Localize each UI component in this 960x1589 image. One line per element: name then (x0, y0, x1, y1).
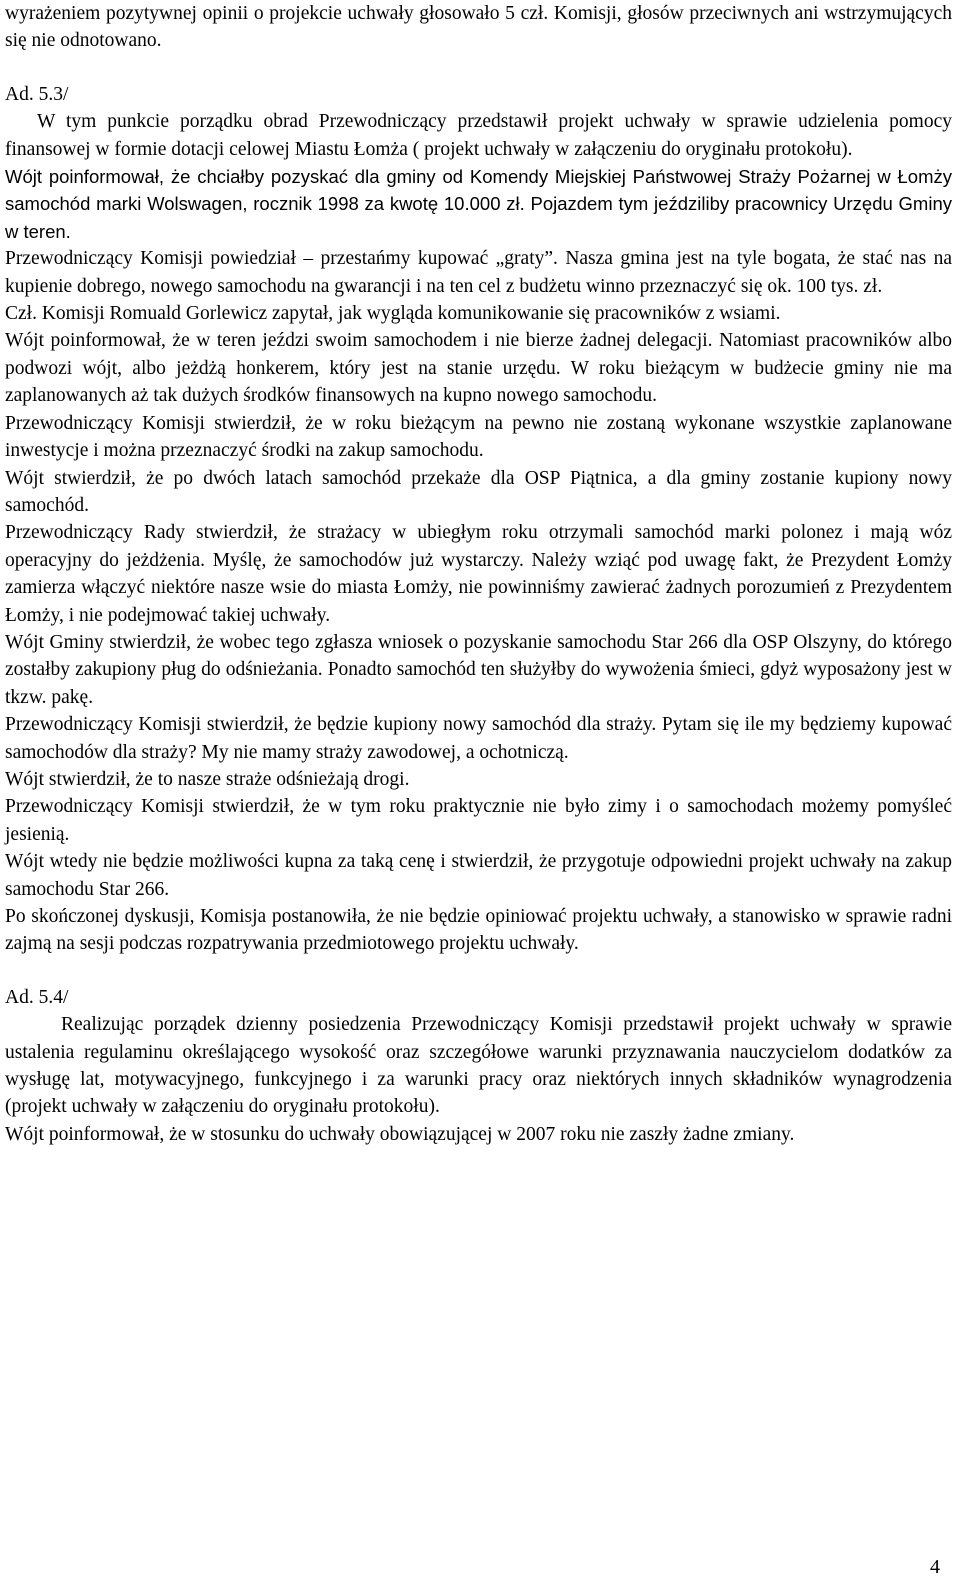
paragraph-chairman-comment: Przewodniczący Komisji powiedział – przestańmy kupować „graty”. Nasza gmina jest na tyle bogata, że stać nas na kupienie dobrego, nowego samochodu na gwarancji i na ten cel z budżetu winno przeznaczyć się ok. 100 tys. zł. (5, 248, 952, 297)
paragraph-teachers-regulation: Realizując porządek dzienny posiedzenia Przewodniczący Komisji przedstawił projekt uchwały w sprawie ustalenia regulaminu określającego wysokość oraz szczegółowe warunki przyznawania nauczycielom dodatków za wysługę lat, motywacyjnego, funkcyjnego i za warunki pracy oraz niektórych innych składników wynagrodzenia (projekt uchwały w załączeniu do oryginału protokołu). (5, 1014, 952, 1118)
paragraph-wojt-resolution: Wójt wtedy nie będzie możliwości kupna za taką cenę i stwierdził, że przygotuje odpowiedni projekt uchwały na zakup samochodu Star 266. (5, 851, 952, 900)
paragraph-wojt-no-changes: Wójt poinformował, że w stosunku do uchwały obowiązującej w 2007 roku nie zaszły żadne zmiany. (5, 1123, 795, 1145)
paragraph-wojt-vehicle: Wójt poinformował, że chciałby pozyskać dla gminy od Komendy Miejskiej Państwowej Straży Pożarnej w Łomży samochód marki Wolswagen, rocznik 1998 za kwotę 10.000 zł. Pojazdem tym jeździliby pracownicy Urzędu Gminy w teren. (5, 166, 952, 242)
paragraph-chairman-investments: Przewodniczący Komisji stwierdził, że w roku bieżącym na pewno nie zostaną wykonane wszystkie zaplanowane inwestycje i można przeznaczyć środki na zakup samochodu. (5, 412, 952, 462)
paragraph-wojt-star266: Wójt Gminy stwierdził, że wobec tego zgłasza wniosek o pozyskanie samochodu Star 266 dla OSP Olszyny, do którego zostałby zakupiony pług do odśnieżania. Ponadto samochód ten służyłby do wywożenia śmieci, gdyż wyposażony jest w tkzw. pakę. (5, 631, 952, 708)
spacer (5, 958, 952, 984)
section-heading-5-3: Ad. 5.3/ (5, 83, 69, 105)
paragraph-vote-result: wyrażeniem pozytywnej opinii o projekcie uchwały głosowało 5 czł. Komisji, głosów przeciwnych ani wstrzymujących się nie odnotowano. (5, 3, 952, 52)
paragraph-wojt-answer: Wójt poinformował, że w teren jeździ swoim samochodem i nie bierze żadnej delegacji. Natomiast pracowników albo podwozi wójt, albo jeżdżą honkerem, który jest na stanie urzędu. W roku bieżącym w budżecie gminy nie ma zaplanowanych aż tak dużych środków finansowych na kupno nowego samochodu. (5, 330, 952, 407)
paragraph-wojt-osp: Wójt stwierdził, że po dwóch latach samochód przekaże dla OSP Piątnica, a dla gminy zostanie kupiony nowy samochód. (5, 467, 952, 516)
section-heading-5-4: Ad. 5.4/ (5, 986, 69, 1008)
spacer (5, 55, 952, 81)
paragraph-member-question: Czł. Komisji Romuald Gorlewicz zapytał, jak wygląda komunikowanie się pracowników z wsiami. (5, 303, 781, 325)
paragraph-committee-decision: Po skończonej dyskusji, Komisja postanowiła, że nie będzie opiniować projektu uchwały, a stanowisko w sprawie radni zajmą na sesji podczas rozpatrywania przedmiotowego projektu uchwały. (5, 906, 952, 955)
paragraph-chairman-fire-brigade: Przewodniczący Komisji stwierdził, że będzie kupiony nowy samochód dla straży. Pytam się ile my będziemy kupować samochodów dla straży? My nie mamy straży zawodowej, a ochotniczą. (5, 714, 952, 763)
paragraph-chairman-winter: Przewodniczący Komisji stwierdził, że w tym roku praktycznie nie było zimy i o samochodach możemy pomyśleć jesienią. (5, 796, 952, 845)
paragraph-council-chairman: Przewodniczący Rady stwierdził, że strażacy w ubiegłym roku otrzymali samochód marki polonez i mają wóz operacyjny do jeżdżenia. Myślę, że samochodów już wystarczy. Należy wziąć pod uwagę fakt, że Prezydent Łomży zamierza włączyć niektóre nasze wsie do miasta Łomży, nie powinniśmy zawierać żadnych porozumień z Prezydentem Łomży, i nie podejmować takiej uchwały. (5, 522, 952, 626)
document-page (5, 0, 952, 1148)
page-number: 4 (930, 1555, 940, 1578)
paragraph-agenda-item: W tym punkcie porządku obrad Przewodniczący przedstawił projekt uchwały w sprawie udzielenia pomocy finansowej w formie dotacji celowej Miastu Łomża ( projekt uchwały w załączeniu do oryginału protokołu). (5, 111, 952, 160)
paragraph-wojt-snow: Wójt stwierdził, że to nasze straże odśnieżają drogi. (5, 768, 410, 790)
